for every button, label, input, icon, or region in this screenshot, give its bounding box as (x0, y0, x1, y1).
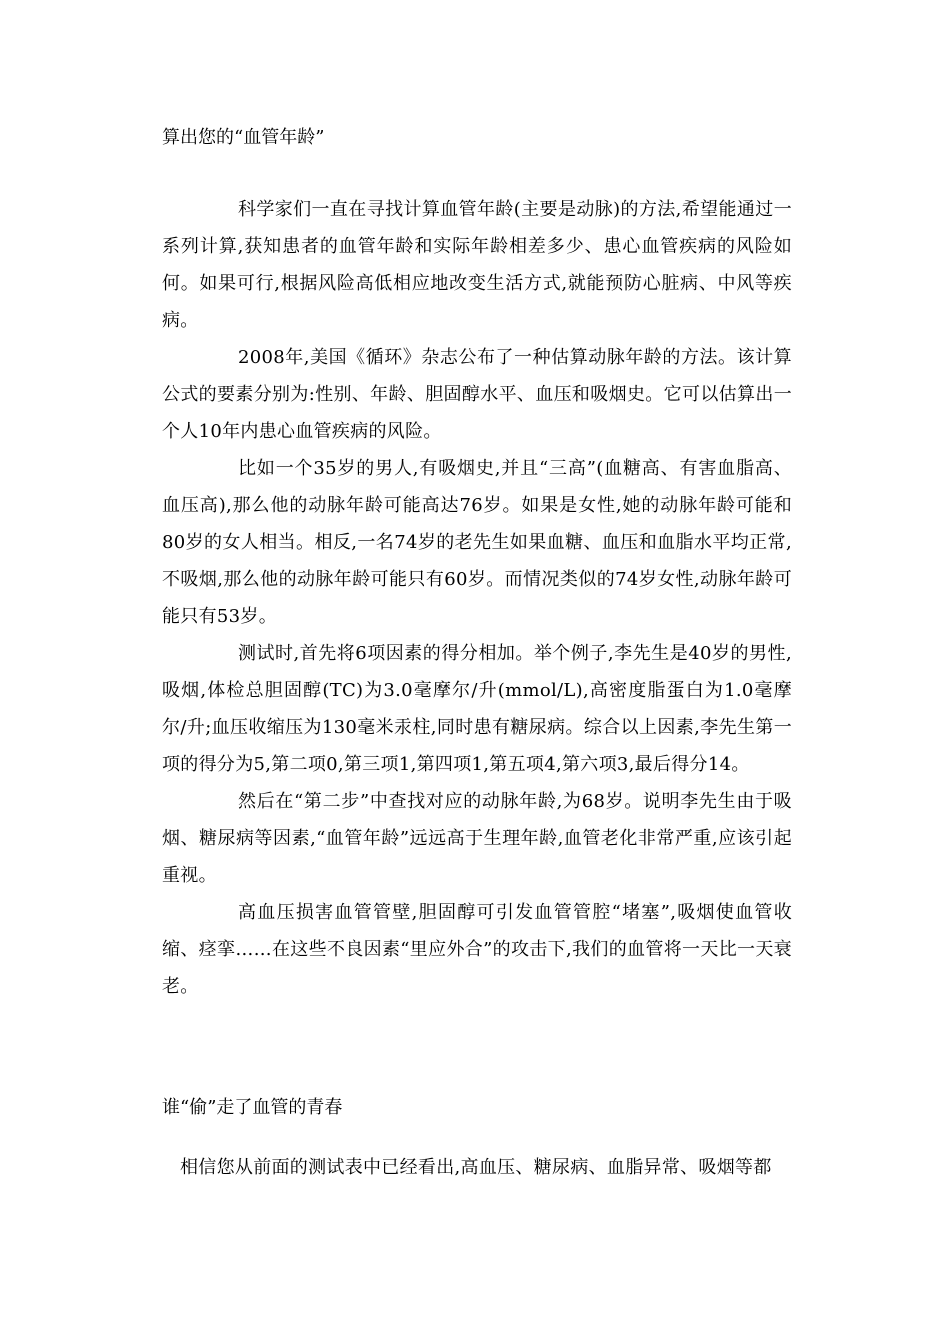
paragraph: 2008年,美国《循环》杂志公布了一种估算动脉年龄的方法。该计算公式的要素分别为:性别、年龄、胆固醇水平、血压和吸烟史。它可以估算出一个人10年内患心血管疾病的风险。 (162, 347, 792, 442)
paragraph: 比如一个35岁的男人,有吸烟史,并且“三高”(血糖高、有害血脂高、血压高),那么他的动脉年龄可能高达76岁。如果是女性,她的动脉年龄可能和80岁的女人相当。相反,一名74岁的老先生如果血糖、血压和血脂水平均正常,不吸烟,那么他的动脉年龄可能只有60岁。而情况类似的74岁女性,动脉年龄可能只有53岁。 (162, 458, 792, 627)
paragraph: 科学家们一直在寻找计算血管年龄(主要是动脉)的方法,希望能通过一系列计算,获知患者的血管年龄和实际年龄相差多少、患心血管疾病的风险如何。如果可行,根据风险高低相应地改变生活方式,就能预防心脏病、中风等疾病。 (162, 199, 792, 331)
section-heading-vascular-age: 算出您的“血管年龄” (162, 127, 325, 148)
paragraph: 相信您从前面的测试表中已经看出,高血压、糖尿病、血脂异常、吸烟等都 (180, 1157, 772, 1178)
section-body-vascular-age (162, 191, 792, 1005)
paragraph: 测试时,首先将6项因素的得分相加。举个例子,李先生是40岁的男性,吸烟,体检总胆固醇(TC)为3.0毫摩尔/升(mmol/L),高密度脂蛋白为1.0毫摩尔/升;血压收缩压为130毫米汞柱,同时患有糖尿病。综合以上因素,李先生第一项的得分为5,第二项0,第三项1,第四项1,第五项4,第六项3,最后得分14。 (162, 643, 792, 775)
paragraph: 高血压损害血管管壁,胆固醇可引发血管管腔“堵塞”,吸烟使血管收缩、痉挛……在这些不良因素“里应外合”的攻击下,我们的血管将一天比一天衰老。 (162, 902, 792, 997)
paragraph: 然后在“第二步”中查找对应的动脉年龄,为68岁。说明李先生由于吸烟、糖尿病等因素,“血管年龄”远远高于生理年龄,血管老化非常严重,应该引起重视。 (162, 791, 792, 886)
section-heading-who-stole-youth: 谁“偷”走了血管的青春 (162, 1097, 343, 1118)
